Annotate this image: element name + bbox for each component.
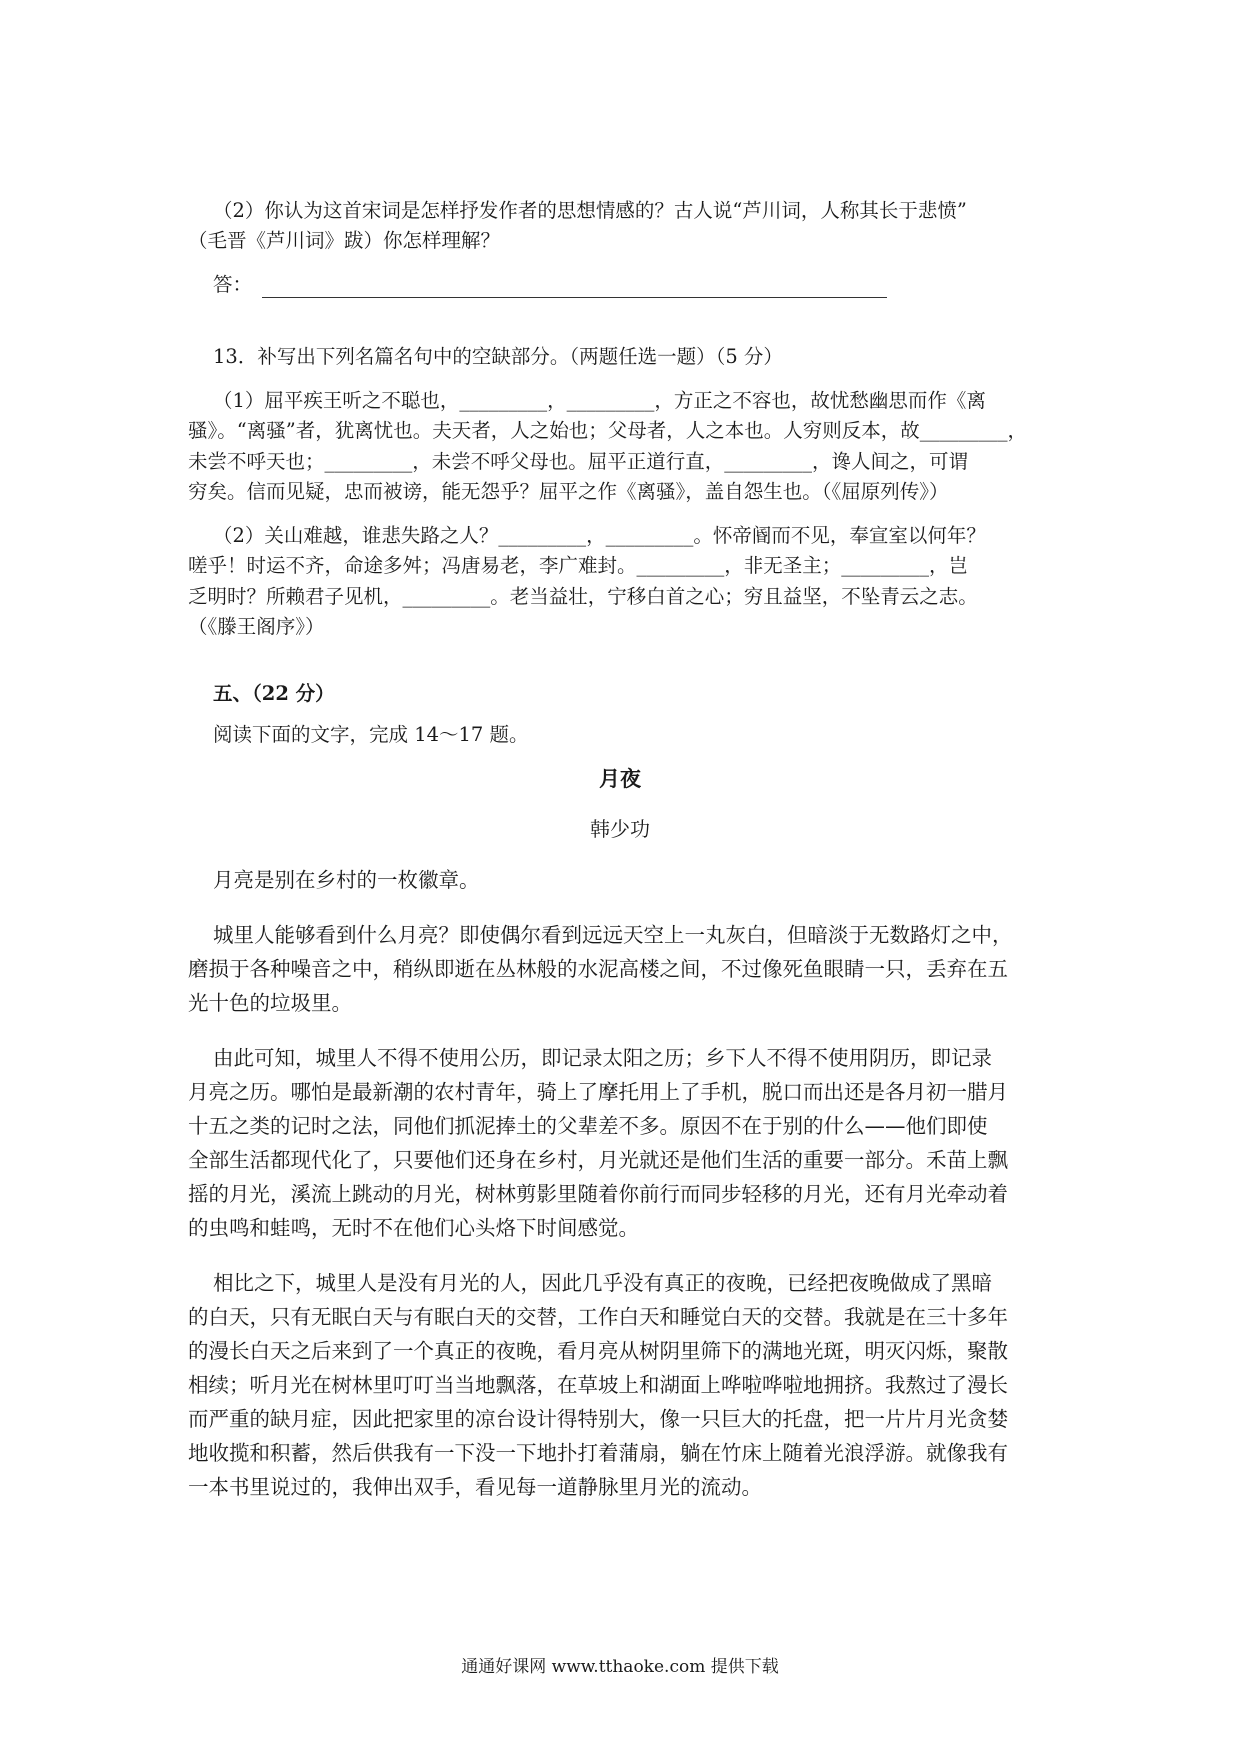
answer-blank-line (262, 297, 887, 298)
article-paragraph-line: 月亮之历。哪怕是最新潮的农村青年，骑上了摩托用上了手机，脱口而出还是各月初一腊月 (188, 1080, 1008, 1104)
article-title: 月夜 (599, 767, 641, 791)
article-paragraph-line: 的白天，只有无眠白天与有眠白天的交替，工作白天和睡觉白天的交替。我就是在三十多年 (188, 1305, 1008, 1329)
article-paragraph-line: 一本书里说过的，我伸出双手，看见每一道静脉里月光的流动。 (188, 1475, 762, 1499)
article-paragraph-line: 全部生活都现代化了，只要他们还身在乡村，月光就还是他们生活的重要一部分。禾苗上飘 (188, 1148, 1008, 1172)
q13-part2-line: 乏明时？所赖君子见机，_________。老当益壮，宁移白首之心；穷且益坚，不坠青云之志。 (188, 585, 978, 608)
q12-part2-line1: （2）你认为这首宋词是怎样抒发作者的思想情感的？古人说“芦川词，人称其长于悲愤” (213, 199, 967, 222)
article-paragraph-line: 城里人能够看到什么月亮？即使偶尔看到远远天空上一丸灰白，但暗淡于无数路灯之中， (213, 923, 1013, 947)
article-paragraph-line: 的虫鸣和蛙鸣，无时不在他们心头烙下时间感觉。 (188, 1216, 639, 1240)
section-heading: 五、（22 分） (213, 682, 335, 705)
article-paragraph-line: 光十色的垃圾里。 (188, 991, 352, 1015)
q13-part1-line: （1）屈平疾王听之不聪也，_________，_________，方正之不容也，故忧愁幽思而作《离 (213, 389, 986, 412)
q13-part2-line: （2）关山难越，谁悲失路之人？_________，_________。怀帝阍而不见，奉宣室以何年？ (213, 524, 986, 547)
article-paragraph-line: 相比之下，城里人是没有月光的人，因此几乎没有真正的夜晚，已经把夜晚做成了黑暗 (213, 1271, 992, 1295)
section-instruction: 阅读下面的文字，完成 14～17 题。 (213, 723, 529, 746)
article-paragraph-line: 十五之类的记时之法，同他们抓泥捧土的父辈差不多。原因不在于别的什么——他们即使 (188, 1114, 988, 1138)
article-paragraph-line: 磨损于各种噪音之中，稍纵即逝在丛林般的水泥高楼之间，不过像死鱼眼睛一只，丢弃在五 (188, 957, 1008, 981)
q12-part2-line2: （毛晋《芦川词》跋）你怎样理解？ (188, 229, 501, 252)
answer-label: 答： (213, 273, 253, 296)
q13-part1-line: 穷矣。信而见疑，忠而被谤，能无怨乎？屈平之作《离骚》，盖自怨生也。（《屈原列传》） (188, 480, 949, 503)
q13-part1-line: 未尝不呼天也；_________，未尝不呼父母也。屈平正道行直，_________，谗人间之，可谓 (188, 450, 969, 473)
article-paragraph-line: 摇的月光，溪流上跳动的月光，树林剪影里随着你前行而同步轻移的月光，还有月光牵动着 (188, 1182, 1008, 1206)
page-footer: 通通好课网 www.tthaoke.com 提供下载 (461, 1657, 779, 1677)
article-paragraph-line: 相续；听月光在树林里叮叮当当地飘落，在草坡上和湖面上哗啦哗啦地拥挤。我熬过了漫长 (188, 1373, 1008, 1397)
q13-part1-line: 骚》。“离骚”者，犹离忧也。夫天者，人之始也；父母者，人之本也。人穷则反本，故_________， (188, 419, 1027, 442)
q13-stem: 13．补写出下列名篇名句中的空缺部分。（两题任选一题）（5 分） (213, 345, 783, 368)
q13-part2-line: 嗟乎！时运不齐，命途多舛；冯唐易老，李广难封。_________，非无圣主；_________，岂 (188, 554, 969, 577)
article-paragraph-line: 而严重的缺月症，因此把家里的凉台设计得特别大，像一只巨大的托盘，把一片片月光贪婪 (188, 1407, 1008, 1431)
article-paragraph-line: 由此可知，城里人不得不使用公历，即记录太阳之历；乡下人不得不使用阴历，即记录 (213, 1046, 992, 1070)
article-paragraph-line: 月亮是别在乡村的一枚徽章。 (213, 868, 480, 892)
q13-part2-line: （《滕王阁序》） (188, 615, 325, 638)
article-author: 韩少功 (590, 817, 650, 841)
article-paragraph-line: 地收揽和积蓄，然后供我有一下没一下地扑打着蒲扇，躺在竹床上随着光浪浮游。就像我有 (188, 1441, 1008, 1465)
article-paragraph-line: 的漫长白天之后来到了一个真正的夜晚，看月亮从树阴里筛下的满地光斑，明灭闪烁，聚散 (188, 1339, 1008, 1363)
